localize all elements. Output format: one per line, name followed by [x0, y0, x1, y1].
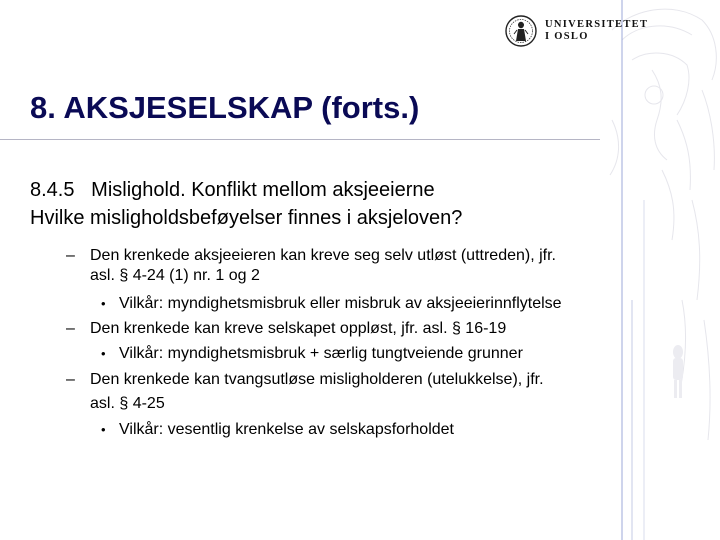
item-1-sub: Vilkår: myndighetsmisbruk eller misbruk av aksjeeierinnflytelse — [119, 295, 562, 312]
logo-line-2: I OSLO — [545, 31, 589, 42]
dash-marker: – — [66, 371, 75, 388]
item-2-line-1: Den krenkede kan kreve selskapet oppløst, jfr. asl. § 16-19 — [90, 320, 507, 337]
section-heading — [30, 178, 435, 202]
section-question: Hvilke misligholdsbeføyelser finnes i aksjeloven? — [30, 207, 463, 229]
slide-title: 8. AKSJESELSKAP (forts.) — [30, 90, 420, 125]
section-number: 8.4.5 — [30, 179, 75, 201]
dash-marker: – — [66, 320, 75, 337]
item-1-line-2: asl. § 4-24 (1) nr. 1 og 2 — [90, 267, 260, 284]
apollon-relief-icon — [592, 0, 720, 540]
logo-line-1: UNIVERSITETET — [545, 19, 649, 30]
title-divider — [0, 139, 600, 140]
bullet-marker: • — [101, 296, 106, 311]
dash-marker: – — [66, 247, 75, 264]
item-3-line-1: Den krenkede kan tvangsutløse misligholderen (utelukkelse), jfr. — [90, 371, 544, 388]
university-logo — [505, 12, 648, 50]
item-3-line-2: asl. § 4-25 — [90, 395, 165, 412]
item-1-line-1: Den krenkede aksjeeieren kan kreve seg selv utløst (uttreden), jfr. — [90, 247, 556, 264]
bullet-marker: • — [101, 422, 106, 437]
item-3-sub: Vilkår: vesentlig krenkelse av selskapsforholdet — [119, 421, 454, 438]
bullet-marker: • — [101, 346, 106, 361]
university-seal-icon — [505, 12, 537, 50]
section-heading-text: Mislighold. Konflikt mellom aksjeeierne — [91, 179, 435, 201]
item-2-sub: Vilkår: myndighetsmisbruk + særlig tungtveiende grunner — [119, 345, 523, 362]
